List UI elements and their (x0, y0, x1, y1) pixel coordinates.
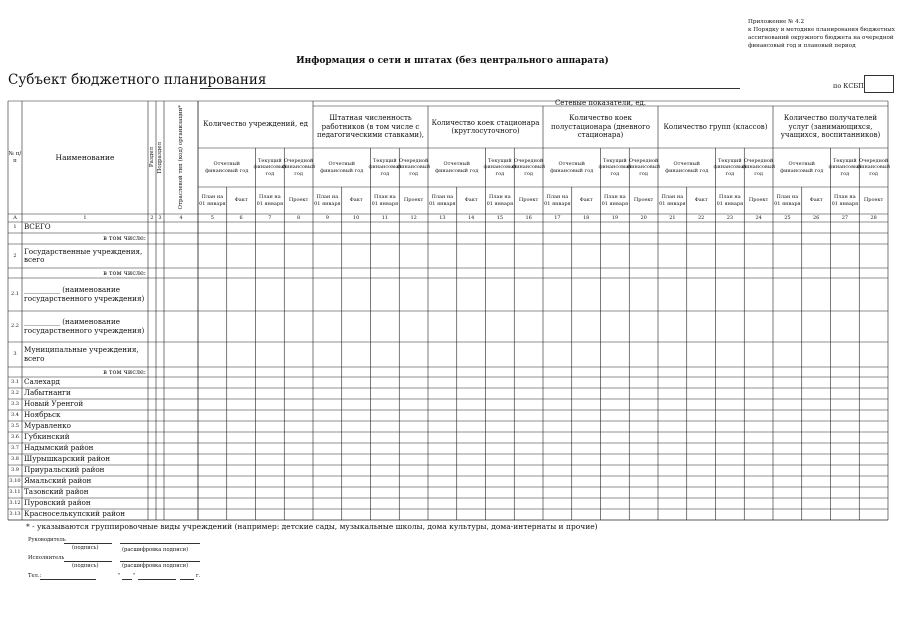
column-number-cell (716, 214, 745, 222)
row-num: 3.2 (11, 390, 19, 397)
head-signature-line[interactable] (64, 543, 112, 544)
row-name-cell (22, 244, 148, 268)
header-period-next-cell (857, 148, 891, 187)
header-period-next: Очередной финансовый год (627, 157, 661, 177)
row-num: 3.11 (9, 489, 21, 496)
column-number: 15 (496, 214, 504, 221)
column-number: 6 (239, 214, 243, 221)
date-month-line[interactable] (138, 579, 176, 580)
column-number: 16 (525, 214, 532, 221)
header-fact-cell (802, 187, 831, 214)
header-plan: План на 01 января (371, 194, 399, 207)
header-project: Проект (403, 197, 424, 204)
header-name-cell (22, 101, 148, 214)
row-name-cell (22, 222, 148, 233)
column-number-cell (601, 214, 630, 222)
row-name-cell (22, 410, 148, 421)
header-group-cell (429, 106, 542, 148)
header-razdel: Раздел (148, 147, 155, 168)
row-name-cell (22, 498, 148, 509)
row-name: __________ (наименование государственного учреждения) (24, 317, 145, 335)
row-num: 3 (13, 351, 17, 358)
row-num-cell (8, 388, 22, 399)
column-number: 19 (611, 214, 619, 221)
column-number-cell (148, 214, 156, 222)
row-num-cell (8, 311, 22, 342)
header-group: Количество коек полустационара (дневного стационара) (550, 114, 651, 140)
row-num-cell (8, 454, 22, 465)
header-project: Проект (748, 197, 769, 204)
header-razdel-cell (148, 101, 156, 214)
column-number: 14 (467, 214, 475, 221)
column-number-cell (428, 214, 457, 222)
column-number-cell (629, 214, 658, 222)
phone-label: Тел.: (28, 573, 42, 579)
header-group-cell (774, 106, 887, 148)
row-name: Ноябрьск (24, 410, 61, 420)
header-plan: План на 01 января (659, 194, 686, 207)
header-plan: План на 01 января (486, 194, 514, 207)
row-name-cell (22, 388, 148, 399)
column-number-cell (658, 214, 687, 222)
header-period-next: Очередной финансовый год (857, 157, 891, 177)
header-period-report: Отчетный финансовый год (780, 161, 824, 174)
column-number-cell (687, 214, 716, 222)
column-number-cell (831, 214, 860, 222)
header-fact-cell (572, 187, 601, 214)
date-quote-close: " (133, 573, 136, 579)
row-name: Муравленко (24, 421, 71, 431)
header-podrazdel: Подраздел (156, 141, 163, 174)
row-name-cell (22, 278, 148, 311)
header-period-current-cell (598, 148, 632, 187)
column-number: 20 (640, 214, 647, 221)
head-decode-line[interactable] (120, 543, 200, 544)
column-number-cell (164, 214, 198, 222)
row-num: 2.1 (11, 291, 19, 298)
row-num: 2.2 (11, 323, 19, 330)
header-project-cell (284, 187, 313, 214)
header-period-report-cell (428, 148, 486, 187)
column-number: 17 (554, 214, 561, 221)
row-num: 3.12 (9, 500, 21, 507)
header-plan-cell (658, 187, 687, 214)
row-num-cell (8, 342, 22, 367)
header-period-next-cell (397, 148, 431, 187)
column-number-cell (22, 214, 148, 222)
header-fact-cell (687, 187, 716, 214)
header-plan: План на 01 января (601, 194, 629, 207)
row-num: 3.7 (11, 445, 19, 452)
column-number-cell (572, 214, 601, 222)
row-name-cell (22, 476, 148, 487)
header-group: Количество получателей услуг (занимающихся, учащихся, воспитанников) (780, 114, 881, 140)
header-group-cell (314, 106, 427, 148)
header-plan: План на 01 января (544, 194, 571, 207)
ksbp-code-box[interactable] (864, 75, 894, 93)
header-fact: Факт (349, 197, 363, 204)
header-period-next-cell (742, 148, 776, 187)
header-period-next-cell (512, 148, 546, 187)
header-period-current-cell (253, 148, 287, 187)
column-number-cell (802, 214, 831, 222)
row-num-cell (8, 268, 22, 278)
column-number: 4 (179, 214, 183, 221)
column-number: 21 (669, 214, 676, 221)
header-project-cell (399, 187, 428, 214)
header-plan-cell (256, 187, 285, 214)
header-plan: План на 01 января (199, 194, 226, 207)
column-number: 24 (755, 214, 762, 221)
header-project-cell (744, 187, 773, 214)
header-plan-cell (198, 187, 227, 214)
column-number-cell (744, 214, 773, 222)
row-name-cell (22, 432, 148, 443)
column-number: 8 (297, 214, 301, 221)
executor-decode-line[interactable] (120, 561, 200, 562)
executor-signature-line[interactable] (64, 561, 112, 562)
row-num: 3.10 (9, 478, 21, 485)
column-number-cell (342, 214, 371, 222)
row-num: 3.6 (11, 434, 19, 441)
column-number-cell (284, 214, 313, 222)
column-number: 12 (410, 214, 417, 221)
row-name: Пуровский район (24, 498, 91, 508)
column-number-cell (313, 214, 342, 222)
appendix-note (748, 18, 898, 50)
row-num: 3.4 (11, 412, 19, 419)
column-number-cell (156, 214, 164, 222)
header-group: Количество коек стационара (круглосуточного) (431, 118, 540, 135)
row-name: Муниципальные учреждения, всего (24, 345, 139, 363)
header-plan: План на 01 января (774, 194, 801, 207)
row-name: Губкинский (24, 432, 70, 442)
column-number: 1 (83, 214, 87, 221)
column-number: 22 (697, 214, 705, 221)
head-label: Руководитель (28, 537, 66, 543)
column-number: 2 (150, 214, 154, 221)
header-period-report-cell (773, 148, 831, 187)
row-num-cell (8, 465, 22, 476)
row-name: Красноселькупский район (24, 509, 126, 519)
signature-caption: (подпись) (72, 545, 99, 551)
column-number: 18 (582, 214, 590, 221)
header-fact: Факт (234, 197, 248, 204)
row-num-cell (8, 509, 22, 520)
header-group: Количество учреждений, ед (203, 120, 308, 129)
header-period-next: Очередной финансовый год (282, 157, 316, 177)
column-number-cell (486, 214, 515, 222)
column-number: 23 (726, 214, 734, 221)
header-project: Проект (288, 197, 309, 204)
row-num: 3.8 (11, 456, 19, 463)
header-period-next: Очередной финансовый год (742, 157, 776, 177)
column-number-cell (8, 214, 22, 222)
header-period-next: Очередной финансовый год (512, 157, 546, 177)
row-num: 1 (13, 224, 17, 231)
footnote: * - указываются группировочные виды учреждений (например: детские сады, музыкальные школы, дома культуры, дома-интернаты и прочие) (26, 522, 598, 531)
row-subheading: в том числе: (103, 268, 146, 277)
row-num: 3.5 (11, 423, 19, 430)
column-number-cell (227, 214, 256, 222)
header-org-type: Отраслевой тип (код) организации* (177, 105, 184, 210)
header-group-cell (659, 106, 772, 148)
phone-line[interactable] (40, 579, 96, 580)
column-number: 5 (210, 214, 214, 221)
header-name: Наименование (55, 152, 115, 162)
row-num-cell (8, 278, 22, 311)
header-fact: Факт (809, 197, 823, 204)
row-num-cell (8, 487, 22, 498)
header-period-current-cell (368, 148, 402, 187)
row-name: Надымский район (24, 443, 94, 453)
header-period-current: Текущий финансовый год (253, 157, 287, 177)
header-period-current-cell (828, 148, 862, 187)
header-plan: План на 01 января (716, 194, 744, 207)
header-period-next: Очередной финансовый год (397, 157, 431, 177)
row-name-cell (22, 454, 148, 465)
column-number: 25 (784, 214, 791, 221)
header-plan-cell (773, 187, 802, 214)
document-title: Информация о сети и штатах (без центрального аппарата) (296, 56, 609, 66)
header-period-current: Текущий финансовый год (828, 157, 862, 177)
row-num: 2 (13, 252, 17, 259)
header-period-report-cell (313, 148, 371, 187)
row-name-cell (22, 487, 148, 498)
header-period-current: Текущий финансовый год (598, 157, 632, 177)
row-num-cell (8, 498, 22, 509)
column-number: 13 (439, 214, 446, 221)
row-num: 3.13 (9, 511, 21, 518)
column-number-cell (457, 214, 486, 222)
header-period-report-cell (658, 148, 716, 187)
decode-caption: (расшифровка подписи) (122, 547, 189, 553)
date-day-line[interactable] (122, 579, 132, 580)
row-subheading-cell (22, 233, 148, 244)
column-number-cell (371, 214, 400, 222)
row-name: Лабытнанги (24, 388, 71, 398)
column-number: A (13, 214, 17, 221)
row-num-cell (8, 399, 22, 410)
header-period-next-cell (627, 148, 661, 187)
row-num: 3.1 (11, 379, 19, 386)
header-period-report: Отчетный финансовый год (665, 161, 709, 174)
header-fact: Факт (464, 197, 478, 204)
header-plan: План на 01 января (256, 194, 284, 207)
row-num-cell (8, 222, 22, 233)
column-number: 27 (841, 214, 849, 221)
column-number-cell (256, 214, 285, 222)
header-period-report-cell (543, 148, 601, 187)
row-num-cell (8, 377, 22, 388)
row-num: 3.9 (11, 467, 19, 474)
row-num-cell (8, 476, 22, 487)
header-fact: Факт (579, 197, 593, 204)
column-number: 11 (381, 214, 389, 221)
column-number-cell (198, 214, 227, 222)
subject-label: Субъект бюджетного планирования (8, 72, 267, 88)
ksbp-label: по КСБП (833, 82, 864, 90)
appendix-line: к Порядку и методике планирования бюджетных (748, 27, 895, 33)
header-group-cell (544, 106, 657, 148)
header-project: Проект (633, 197, 654, 204)
subject-input-line[interactable] (200, 88, 740, 89)
header-plan-cell (428, 187, 457, 214)
executor-label: Исполнитель (28, 555, 65, 561)
column-number-cell (399, 214, 428, 222)
row-name: Ямальский район (24, 476, 92, 486)
header-project-cell (629, 187, 658, 214)
row-name: Салехард (24, 377, 60, 387)
header-fact-cell (457, 187, 486, 214)
header-project: Проект (518, 197, 539, 204)
date-year-line[interactable] (180, 579, 194, 580)
column-number: 10 (352, 214, 360, 221)
row-name-cell (22, 342, 148, 367)
appendix-line: ассигнований окружного бюджета на очередной (748, 35, 894, 41)
header-period-report: Отчетный финансовый год (320, 161, 364, 174)
header-plan-cell (371, 187, 400, 214)
header-project-cell (514, 187, 543, 214)
header-group: Количество групп (классов) (663, 122, 768, 131)
header-num: № п/п (8, 150, 22, 164)
header-period-current: Текущий финансовый год (483, 157, 517, 177)
column-number: 7 (268, 214, 272, 221)
column-number: 3 (158, 214, 162, 221)
header-plan-cell (716, 187, 745, 214)
header-period-report: Отчетный финансовый год (205, 161, 249, 174)
header-plan: План на 01 января (314, 194, 341, 207)
header-num-cell (8, 101, 22, 214)
column-number: 28 (870, 214, 877, 221)
signature-caption: (подпись) (72, 563, 99, 569)
row-name-cell (22, 509, 148, 520)
header-period-current-cell (713, 148, 747, 187)
row-name: Шурышкарский район (24, 454, 110, 464)
date-year-suffix: г. (196, 573, 201, 579)
header-fact-cell (227, 187, 256, 214)
row-name: __________ (наименование государственного учреждения) (24, 285, 145, 303)
row-subheading: в том числе: (103, 234, 146, 243)
header-plan-cell (831, 187, 860, 214)
header-period-current: Текущий финансовый год (368, 157, 402, 177)
row-num-cell (8, 443, 22, 454)
row-name: Государственные учреждения, всего (24, 246, 143, 264)
row-name: Приуральский район (24, 465, 105, 475)
header-group: Штатная численность работников (в том числе с педагогическими ставками), (316, 114, 425, 140)
header-plan-cell (313, 187, 342, 214)
row-subheading-cell (22, 367, 148, 377)
column-number-cell (514, 214, 543, 222)
header-period-report-cell (198, 148, 256, 187)
row-name-cell (22, 311, 148, 342)
row-name-cell (22, 421, 148, 432)
header-network: Сетевые показатели, ед. (554, 99, 647, 108)
header-plan-cell (601, 187, 630, 214)
row-num-cell (8, 421, 22, 432)
row-num-cell (8, 244, 22, 268)
header-plan-cell (486, 187, 515, 214)
row-num: 3.3 (11, 401, 19, 408)
appendix-line: финансовый год и плановый период (748, 43, 856, 49)
row-name-cell (22, 443, 148, 454)
appendix-line: Приложение № 4.2 (748, 19, 805, 25)
header-period-current-cell (483, 148, 517, 187)
column-number-cell (773, 214, 802, 222)
row-subheading-cell (22, 268, 148, 278)
header-org-type-cell (164, 101, 198, 214)
date-quote-open: " (118, 573, 121, 579)
column-number-cell (859, 214, 888, 222)
header-fact-cell (342, 187, 371, 214)
header-plan: План на 01 января (429, 194, 456, 207)
row-name-cell (22, 377, 148, 388)
row-name: Новый Уренгой (24, 399, 84, 409)
header-podrazdel-cell (156, 101, 164, 214)
row-name: Тазовский район (24, 487, 89, 497)
row-name-cell (22, 399, 148, 410)
row-num-cell (8, 432, 22, 443)
row-num-cell (8, 367, 22, 377)
header-fact: Факт (694, 197, 708, 204)
row-name: ВСЕГО (24, 222, 51, 232)
row-name-cell (22, 465, 148, 476)
header-period-next-cell (282, 148, 316, 187)
row-num-cell (8, 233, 22, 244)
header-period-report: Отчетный финансовый год (435, 161, 479, 174)
row-num-cell (8, 410, 22, 421)
column-number: 9 (325, 214, 329, 221)
header-plan: План на 01 января (831, 194, 859, 207)
column-number-cell (543, 214, 572, 222)
header-period-report: Отчетный финансовый год (550, 161, 594, 174)
column-number: 26 (812, 214, 820, 221)
header-project: Проект (863, 197, 884, 204)
decode-caption: (расшифровка подписи) (122, 563, 189, 569)
header-plan-cell (543, 187, 572, 214)
header-period-current: Текущий финансовый год (713, 157, 747, 177)
header-project-cell (859, 187, 888, 214)
row-subheading: в том числе: (103, 367, 146, 376)
header-group-cell (199, 101, 312, 148)
